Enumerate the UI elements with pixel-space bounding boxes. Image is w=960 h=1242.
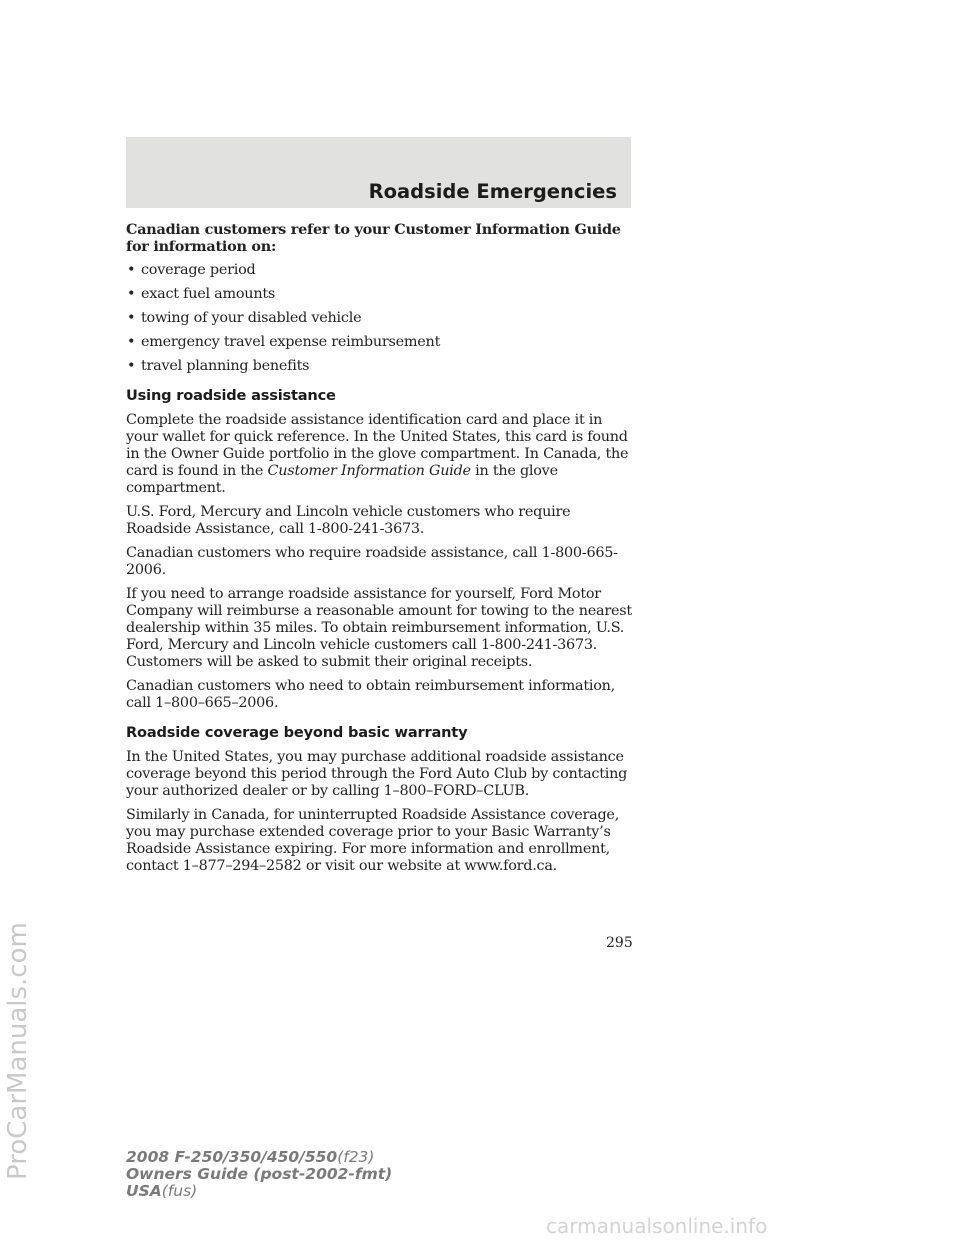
- footer-line: USA(fus): [126, 1182, 198, 1200]
- paragraph: Similarly in Canada, for uninterrupted Roadside Assistance coverage, you may purchase extended coverage prior to your Basic Warranty’s Roadside Assistance expiring. For more information and enrollment, contact 1–877–294–2582 or visit our website at www.ford.ca.: [126, 807, 620, 874]
- list-item: • towing of your disabled vehicle: [127, 310, 362, 326]
- footer-line: Owners Guide (post-2002-fmt): [126, 1165, 393, 1183]
- bullet-list: [126, 262, 632, 375]
- page-content: [126, 221, 632, 882]
- paragraph: Canadian customers who require roadside assistance, call 1-800-665-2006.: [126, 545, 618, 578]
- section-title: Roadside Emergencies: [368, 180, 617, 203]
- bullet-icon: •: [127, 262, 136, 278]
- list-item: • emergency travel expense reimbursement: [127, 334, 441, 350]
- paragraph: U.S. Ford, Mercury and Lincoln vehicle customers who require Roadside Assistance, call 1-800-241-3673.: [126, 504, 571, 537]
- paragraph: If you need to arrange roadside assistance for yourself, Ford Motor Company will reimburse a reasonable amount for towing to the nearest dealership within 35 miles. To obtain reimbursement information, U.S. Ford, Mercury and Lincoln vehicle customers call 1-800-241-3673. Customers will be asked to submit their original receipts.: [126, 586, 632, 670]
- guide-title-emphasis: Customer Information Guide: [267, 463, 471, 479]
- paragraph: Canadian customers who need to obtain reimbursement information, call 1–800–665–2006.: [126, 678, 616, 711]
- bullet-icon: •: [127, 286, 136, 302]
- bullet-icon: •: [127, 310, 136, 326]
- page-number: 295: [606, 935, 633, 951]
- paragraph: In the United States, you may purchase additional roadside assistance coverage beyond this period through the Ford Auto Club by contacting your authorized dealer or by calling 1–800–FORD–CLUB.: [126, 749, 628, 799]
- list-item: • coverage period: [127, 262, 256, 278]
- section-header-band: [126, 137, 631, 208]
- bullet-icon: •: [127, 334, 136, 350]
- list-item: • exact fuel amounts: [127, 286, 276, 302]
- intro-text: Canadian customers refer to your Customer Information Guide for information on:: [126, 221, 621, 255]
- bottom-watermark: carmanualsonline.info: [546, 1214, 768, 1238]
- bullet-icon: •: [127, 358, 136, 374]
- list-item: • travel planning benefits: [127, 358, 310, 374]
- section-heading-coverage-beyond: Roadside coverage beyond basic warranty: [126, 724, 468, 741]
- footer-line: 2008 F-250/350/450/550(f23): [126, 1148, 375, 1166]
- side-watermark: ProCarManuals.com: [3, 922, 33, 1180]
- section-heading-using-roadside: Using roadside assistance: [126, 387, 336, 404]
- footer-edition: [126, 1149, 392, 1200]
- paragraph: Complete the roadside assistance identification card and place it in your wallet for quick reference. In the United States, this card is found in the Owner Guide portfolio in the glove compartment. In Canada, the card is found in the Customer Information Guide in the glove compartment.: [126, 412, 629, 496]
